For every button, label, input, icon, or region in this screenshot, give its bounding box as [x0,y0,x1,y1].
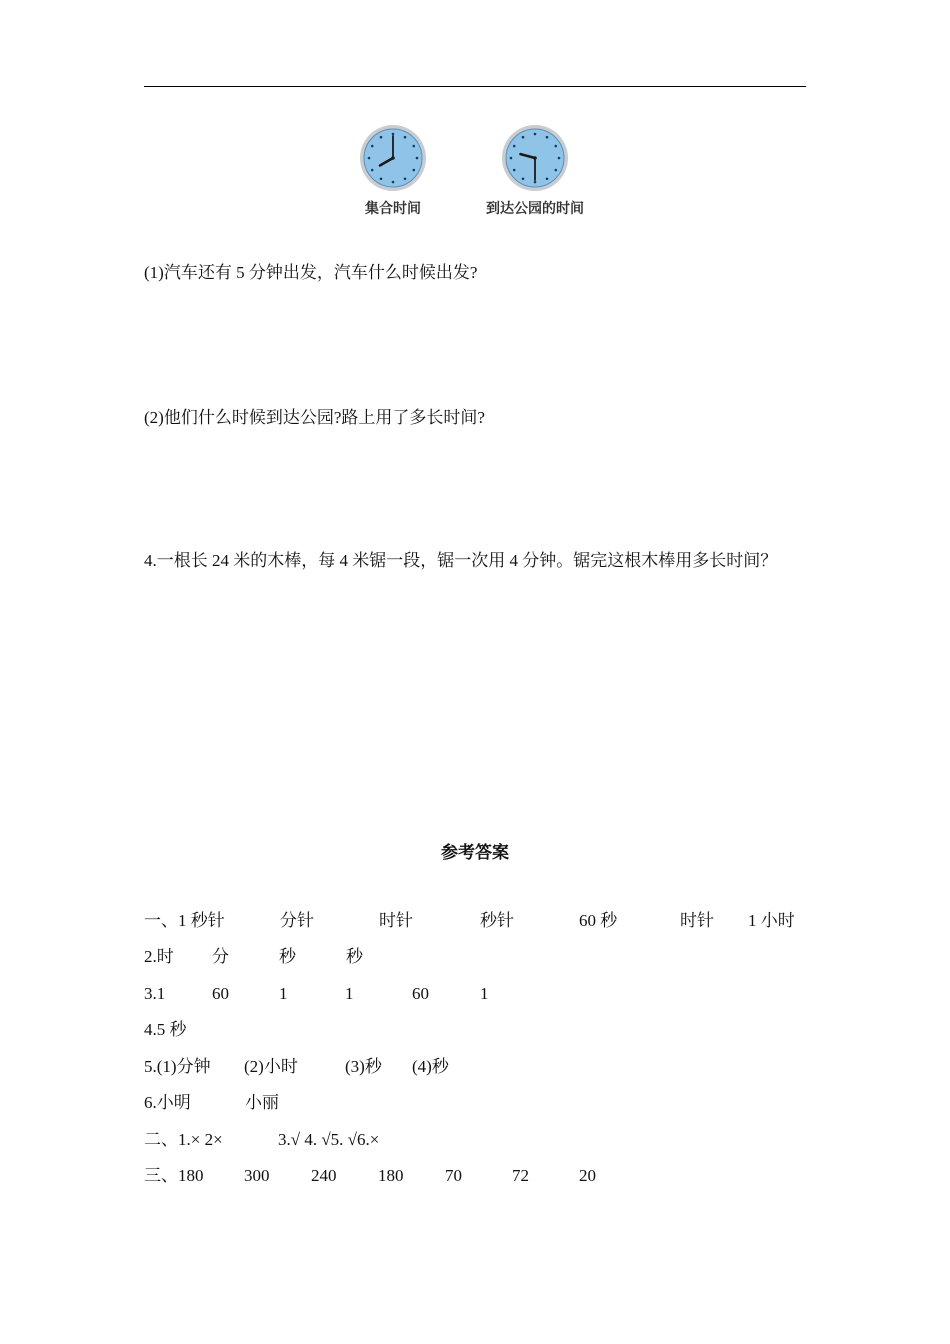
answer-cell: 秒 [279,947,296,966]
clock-caption: 集合时间 [365,201,421,217]
answers-title: 参考答案 [441,843,509,863]
answer-row [144,1164,824,1188]
answer-cell: 1 [279,984,288,1003]
answer-row [144,982,824,1006]
clock-tick [392,133,395,136]
answer-cell: 1 [345,984,354,1003]
clock-tick [546,177,549,180]
answer-row [144,945,824,969]
clock-tick [554,169,557,172]
clock-tick [554,145,557,148]
answer-cell: 分针 [280,911,314,930]
answer-cell: 秒针 [480,911,514,930]
answer-cell: 4.5 秒 [144,1020,187,1039]
answer-cell: 二、1.× 2× [144,1130,223,1149]
clock-tick [558,157,561,160]
answer-cell: 一、1 秒针 [144,911,225,930]
answer-cell: 小丽 [245,1093,279,1112]
clock-tick [404,177,407,180]
clock-tick [371,169,374,172]
answer-cell: 时针 [379,911,413,930]
clock-tick [380,177,383,180]
clock-center [391,156,395,160]
answer-row [144,1128,824,1152]
answer-cell: 2.时 [144,947,174,966]
answer-cell: 6.小明 [144,1093,191,1112]
clock-tick [404,136,407,139]
answer-cell: 1 小时 [748,911,795,930]
answer-cell: 180 [378,1166,404,1185]
clock-center [533,156,537,160]
clock-tick [513,145,516,148]
clock-icon [497,122,573,194]
clock-tick [380,136,383,139]
clock-tick [368,157,371,160]
answer-cell: 72 [512,1166,529,1185]
clock-tick [392,181,395,184]
clock-tick [534,133,537,136]
answer-cell: 300 [244,1166,270,1185]
answer-cell: (3)秒 [345,1057,382,1076]
answer-cell: 60 秒 [579,911,618,930]
answer-row [144,1055,824,1079]
clock-tick [371,145,374,148]
clock-figure-assemble [333,122,453,218]
answer-row [144,1091,824,1115]
question-3-2: (2)他们什么时候到达公园?路上用了多长时间? [144,408,485,427]
clock-caption: 到达公园的时间 [486,201,584,217]
clock-tick [522,136,525,139]
answer-cell: 分 [212,947,229,966]
answer-cell: (2)小时 [244,1057,298,1076]
answer-cell: 60 [412,984,429,1003]
clock-tick [534,181,537,184]
clock-tick [416,157,419,160]
answer-cell: 3.√ 4. √5. √6.× [278,1130,380,1149]
clock-tick [522,177,525,180]
question-3-1: (1)汽车还有 5 分钟出发，汽车什么时候出发? [144,263,478,282]
answer-cell: 三、180 [144,1166,204,1185]
clock-tick [513,169,516,172]
answer-cell: 秒 [346,947,363,966]
clock-icon [355,122,431,194]
answer-cell: 60 [212,984,229,1003]
clock-tick [412,145,415,148]
answer-row [144,909,824,933]
answer-cell: (4)秒 [412,1057,449,1076]
answer-cell: 5.(1)分钟 [144,1057,211,1076]
header-rule [144,86,806,87]
answer-cell: 1 [480,984,489,1003]
clock-tick [546,136,549,139]
answer-cell: 20 [579,1166,596,1185]
question-4: 4.一根长 24 米的木棒，每 4 米锯一段，锯一次用 4 分钟。锯完这根木棒用多长时间？ [144,551,778,570]
clock-tick [412,169,415,172]
answer-cell: 240 [311,1166,337,1185]
answer-cell: 3.1 [144,984,166,1003]
answer-cell: 时针 [680,911,714,930]
answer-cell: 70 [445,1166,462,1185]
answer-row [144,1018,824,1042]
clock-tick [510,157,513,160]
clock-figure-arrive [475,122,595,218]
